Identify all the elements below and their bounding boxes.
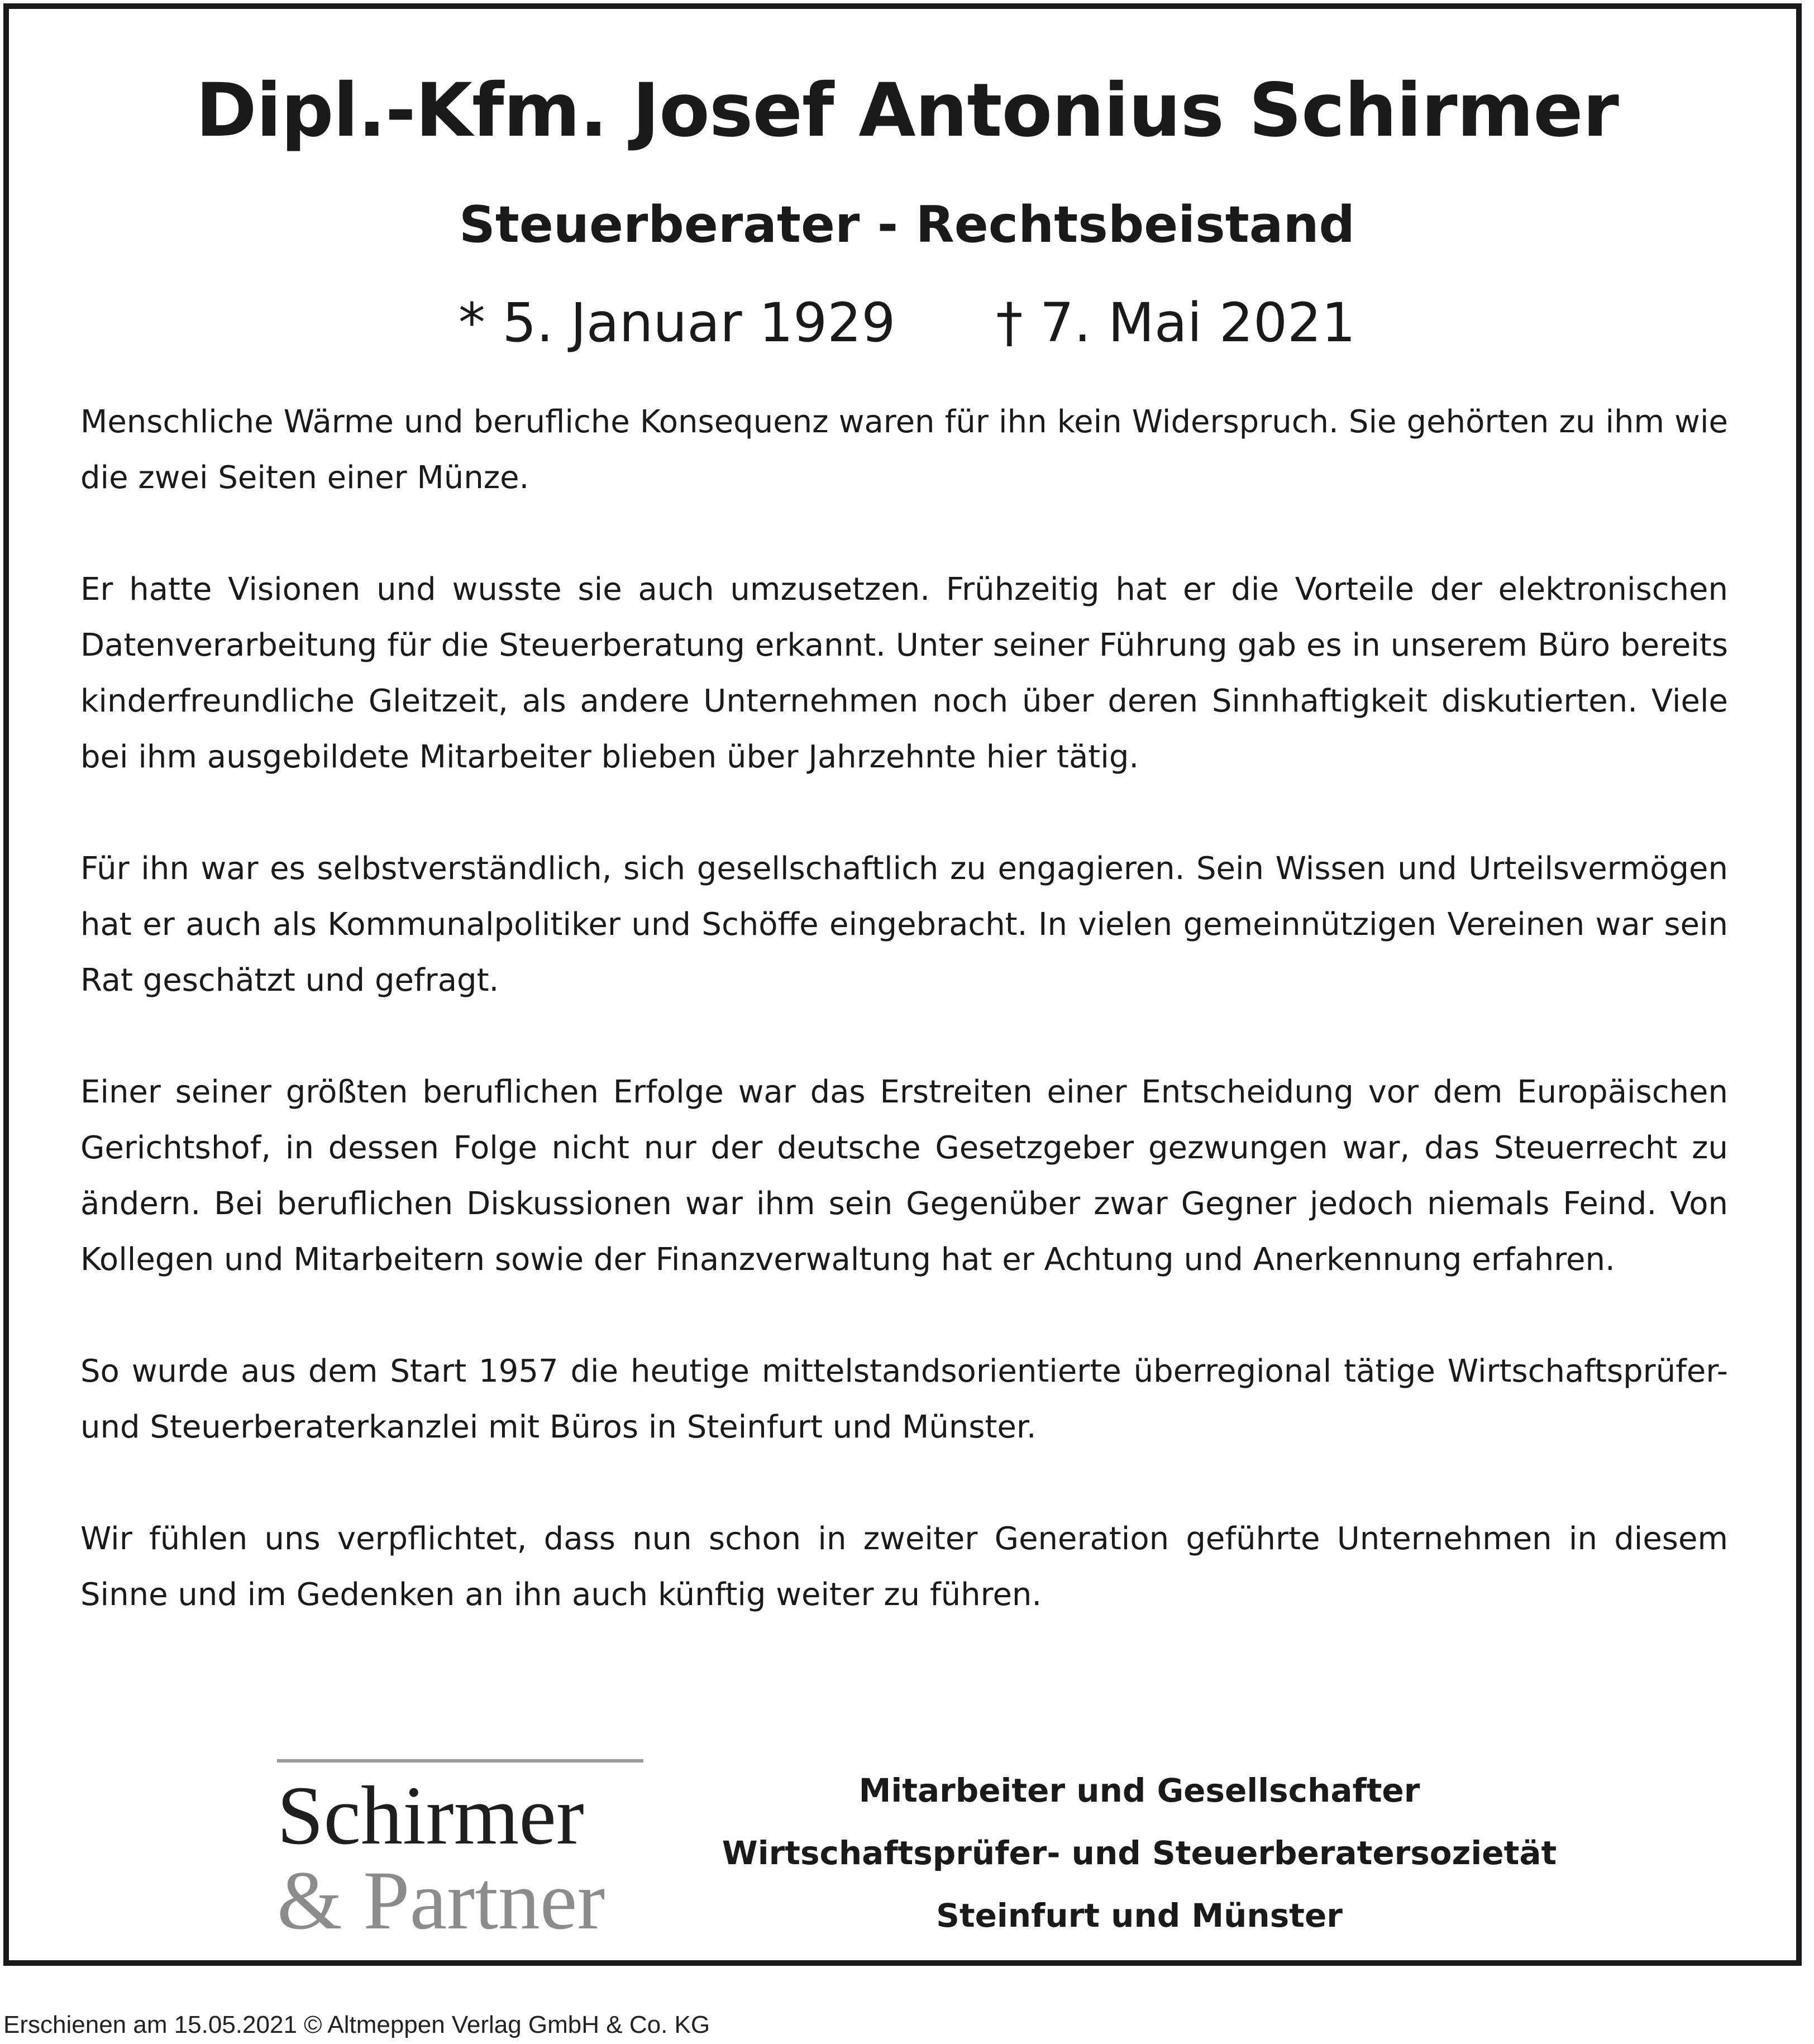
company-logo	[277, 1759, 646, 1947]
paragraph-4: Einer seiner größten beruflichen Erfolge war das Erstreiten einer Entscheidung vor dem Europäischen Gerichtshof, in dessen Folge nicht nur der deutsche Gesetzgeber gezwungen war, das Steuerrecht zu ändern. Bei beruflichen Diskussionen war ihm sein Gegenüber zwar Gegner jedoch niemals Feind. Von Kollegen und Mitarbeitern sowie der Finanzverwaltung hat er Achtung und Anerkennung erfahren.	[80, 1074, 1728, 1278]
profession-title: Steuerberater - Rechtsbeistand	[459, 195, 1355, 254]
obituary-text	[80, 394, 1728, 1623]
birth-date: * 5. Januar 1929	[458, 292, 896, 354]
deceased-name: Dipl.-Kfm. Josef Antonius Schirmer	[195, 68, 1619, 154]
publication-footer: Erschienen am 15.05.2021 © Altmeppen Verlag GmbH & Co. KG	[3, 2011, 710, 2038]
logo-text-partner: & Partner	[277, 1854, 605, 1947]
signature-block	[687, 1759, 1592, 1947]
life-dates	[0, 289, 1814, 356]
death-date: † 7. Mai 2021	[996, 292, 1356, 354]
signature-line-2: Wirtschaftsprüfer- und Steuerberatersozietät	[722, 1834, 1557, 1872]
logo-text-schirmer: Schirmer	[277, 1769, 584, 1862]
logo-rule	[277, 1759, 643, 1763]
paragraph-5: So wurde aus dem Start 1957 die heutige mittelstandsorientierte überregional tätige Wirtschaftsprüfer- und Steuerberaterkanzlei mit Büros in Steinfurt und Münster.	[80, 1353, 1728, 1445]
paragraph-1: Menschliche Wärme und berufliche Konsequenz waren für ihn kein Widerspruch. Sie gehörten zu ihm wie die zwei Seiten einer Münze.	[80, 404, 1728, 496]
paragraph-6: Wir fühlen uns verpflichtet, dass nun schon in zweiter Generation geführte Unternehmen in diesem Sinne und im Gedenken an ihn auch künftig weiter zu führen.	[80, 1521, 1728, 1613]
signature-line-3: Steinfurt und Münster	[936, 1897, 1343, 1935]
paragraph-2: Er hatte Visionen und wusste sie auch umzusetzen. Frühzeitig hat er die Vorteile der elektronischen Datenverarbeitung für die Steuerberatung erkannt. Unter seiner Führung gab es in unserem Büro bereits kinderfreundliche Gleitzeit, als andere Unternehmen noch über deren Sinnhaftigkeit diskutierten. Viele bei ihm ausgebildete Mitarbeiter blieben über Jahrzehnte hier tätig.	[80, 571, 1728, 775]
paragraph-3: Für ihn war es selbstverständlich, sich gesellschaftlich zu engagieren. Sein Wissen und Urteilsvermögen hat er auch als Kommunalpolitiker und Schöffe eingebracht. In vielen gemeinnützigen Vereinen war sein Rat geschätzt und gefragt.	[80, 851, 1728, 999]
signature-line-1: Mitarbeiter und Gesellschafter	[858, 1771, 1420, 1809]
